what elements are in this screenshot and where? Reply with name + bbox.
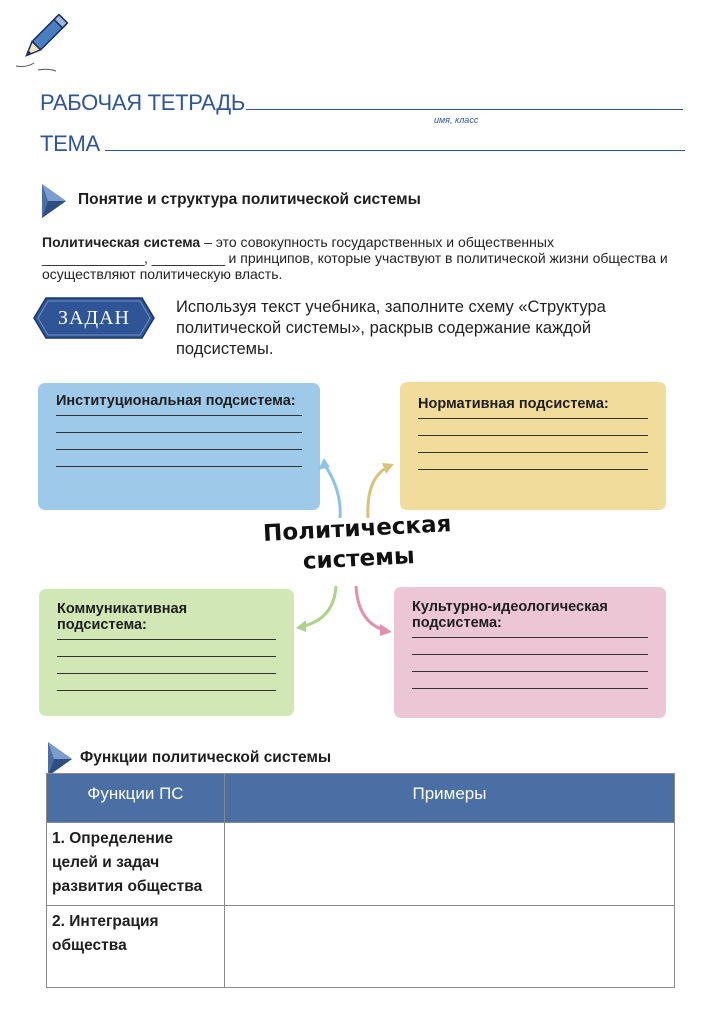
definition-text xyxy=(42,234,682,282)
topic-label: ТЕМА xyxy=(40,131,100,156)
section-arrow-icon xyxy=(38,182,68,220)
arrow-to-institutional xyxy=(324,464,340,518)
table-header-row xyxy=(47,774,674,822)
cultural-ideological-subsystem-box[interactable] xyxy=(394,587,666,718)
box-title: Институциональная подсистема: xyxy=(56,393,296,409)
section-title-structure: Понятие и структура политической системы xyxy=(78,191,421,208)
answer-line[interactable] xyxy=(57,656,276,657)
scheme-center-title: Политическая системы xyxy=(262,511,452,575)
answer-line[interactable] xyxy=(57,673,276,674)
box-title: Культурно-идеологическая подсистема: xyxy=(412,599,608,631)
answer-line[interactable] xyxy=(418,452,648,453)
name-input-line[interactable] xyxy=(246,109,683,110)
pencil-icon xyxy=(12,8,72,72)
answer-line[interactable] xyxy=(56,449,302,450)
definition-blank2[interactable]: __________ xyxy=(151,250,225,266)
box-title: Нормативная подсистема: xyxy=(418,396,609,412)
answer-line[interactable] xyxy=(418,418,648,419)
definition-part2: и принципов, которые участвуют в политической жизни общества и осуществляют политическую власть. xyxy=(42,250,668,282)
task-instructions: Используя текст учебника, заполните схему «Структура политической системы», раскрыв содержание каждой подсистемы. xyxy=(176,298,606,358)
definition-part1: – это совокупность государственных и общественных xyxy=(200,234,554,250)
answer-line[interactable] xyxy=(412,671,648,672)
function-cell: 1. Определение целей и задач развития общества xyxy=(47,823,225,905)
definition-term: Политическая система xyxy=(42,234,201,250)
definition-blank1[interactable]: ______________ xyxy=(42,250,145,266)
answer-line[interactable] xyxy=(418,435,648,436)
answer-line[interactable] xyxy=(56,432,302,433)
answer-line[interactable] xyxy=(418,469,648,470)
answer-line[interactable] xyxy=(57,690,276,691)
table-row xyxy=(47,822,674,905)
name-class-hint: имя, класс xyxy=(434,115,479,125)
box-title: Коммуникативная подсистема: xyxy=(57,601,188,633)
header-examples: Примеры xyxy=(412,784,487,803)
institutional-subsystem-box[interactable] xyxy=(38,383,320,510)
header-functions: Функции ПС xyxy=(47,774,225,822)
function-cell: 2. Интеграция общества xyxy=(47,906,225,987)
arrowhead-cultural xyxy=(380,624,392,636)
answer-line[interactable] xyxy=(56,415,302,416)
answer-line[interactable] xyxy=(56,466,302,467)
topic-input-line[interactable] xyxy=(105,150,685,151)
normative-subsystem-box[interactable] xyxy=(400,382,666,510)
answer-line[interactable] xyxy=(57,639,276,640)
arrowhead-communicative xyxy=(296,620,306,632)
answer-line[interactable] xyxy=(412,637,648,638)
communicative-subsystem-box[interactable] xyxy=(39,589,294,716)
task-badge: ЗАДАН xyxy=(58,306,130,329)
arrow-to-normative xyxy=(368,468,386,518)
example-cell[interactable] xyxy=(225,906,674,987)
answer-line[interactable] xyxy=(412,654,648,655)
arrow-to-communicative xyxy=(304,586,336,626)
example-cell[interactable] xyxy=(225,823,674,905)
answer-line[interactable] xyxy=(412,688,648,689)
table-row xyxy=(47,905,674,987)
arrow-to-cultural xyxy=(356,586,384,630)
definition-sep: , xyxy=(144,250,152,266)
workbook-label: РАБОЧАЯ ТЕТРАДЬ xyxy=(40,90,246,115)
functions-table xyxy=(46,773,675,988)
section-title-functions: Функции политической системы xyxy=(80,749,332,766)
